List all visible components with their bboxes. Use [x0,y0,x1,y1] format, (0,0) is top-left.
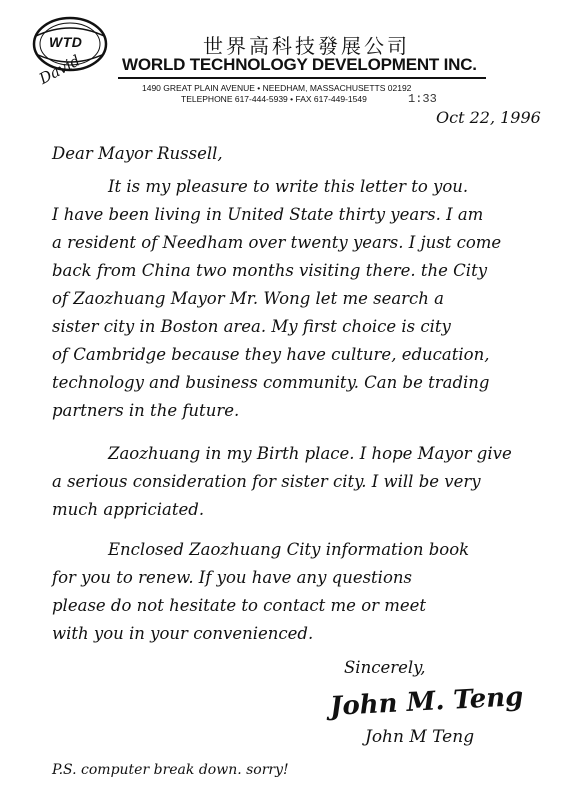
letter-line: of Zaozhuang Mayor Mr. Wong let me search a [52,289,445,308]
salutation: Dear Mayor Russell, [52,144,223,163]
letterhead-rule [118,77,486,79]
postscript: P.S. computer break down. sorry! [52,762,289,778]
letter-line: a serious consideration for sister city. I will be very [52,472,481,491]
received-stamp: 1:33 [408,92,437,106]
letter-line: partners in the future. [52,401,240,420]
letter-line: with you in your convenienced. [52,624,314,643]
letter-line: for you to renew. If you have any questions [52,568,412,587]
letter-line: much appriciated. [52,500,205,519]
letter-line: I have been living in United State thirty years. I am [52,205,484,224]
closing: Sincerely, [344,658,426,677]
company-address: 1490 GREAT PLAIN AVENUE • NEEDHAM, MASSACHUSETTS 02192 [142,83,412,93]
letter-line: of Cambridge because they have culture, education, [52,345,490,364]
letter-line: Zaozhuang in my Birth place. I hope Mayor give [108,444,512,463]
company-name: WORLD TECHNOLOGY DEVELOPMENT INC. [122,55,477,74]
letter-line: technology and business community. Can be trading [52,373,490,392]
handwritten-annotation: David [36,51,84,88]
letter-date: Oct 22, 1996 [436,108,541,127]
letter-line: a resident of Needham over twenty years. I just come [52,233,502,252]
letter-line: back from China two months visiting there. the City [52,261,488,280]
letter-line: please do not hesitate to contact me or meet [52,596,427,615]
printed-name: John M Teng [365,727,475,747]
company-chinese-name: 世界高科技發展公司 [203,34,410,58]
logo-text: WTD [49,34,83,50]
handwritten-signature: John M. Teng [329,681,525,723]
company-phone-fax: TELEPHONE 617-444-5939 • FAX 617-449-1549 [181,94,367,104]
letter-line: sister city in Boston area. My first choice is city [52,317,451,336]
letter-line: Enclosed Zaozhuang City information book [108,540,470,559]
letter-line: It is my pleasure to write this letter to you. [108,177,469,196]
